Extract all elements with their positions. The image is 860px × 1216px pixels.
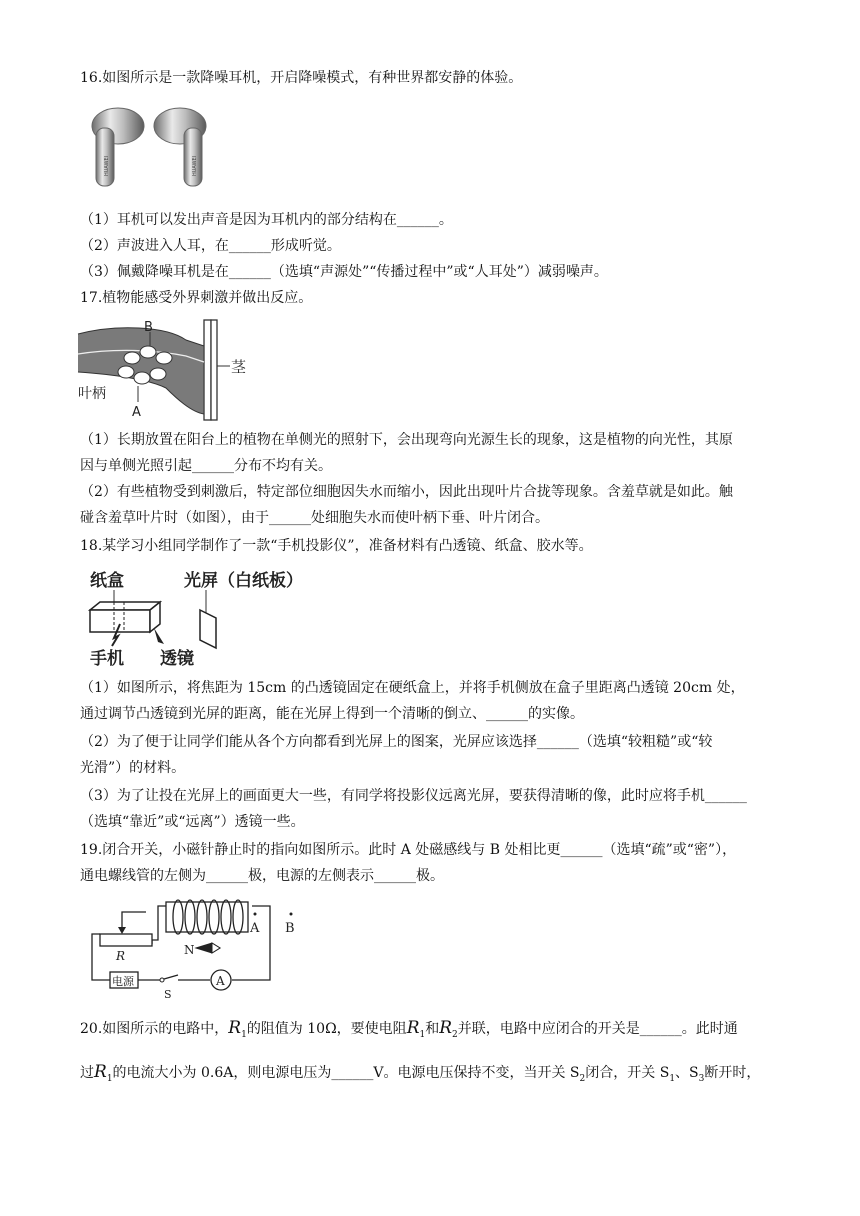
q17-stem: 17.植物能感受外界刺激并做出反应。 xyxy=(80,290,313,306)
label-point-a: A xyxy=(250,921,260,936)
q18-sub2-line1: （2）为了便于让同学们能从各个方向都看到光屏上的图案，光屏应该选择______（选填“较粗糙”或“较 xyxy=(80,734,713,750)
stem-bar-1 xyxy=(204,320,211,420)
label-r: R xyxy=(116,949,126,963)
q16-sub3: （3）佩戴降噪耳机是在______（选填“声源处”“传播过程中”或“人耳处”）减弱噪声。 xyxy=(80,264,608,280)
q16-sub2: （2）声波进入人耳，在______形成听觉。 xyxy=(80,238,341,254)
mimosa-figure xyxy=(76,316,256,422)
screen-board xyxy=(200,610,216,648)
cell xyxy=(150,368,166,380)
label-phone: 手机 xyxy=(90,649,124,669)
label-stem: 茎 xyxy=(231,358,247,376)
earbud-brand-right: HUAWEI xyxy=(192,155,198,176)
paper-box xyxy=(90,602,160,632)
q18-sub2-line2: 光滑”）的材料。 xyxy=(80,760,186,776)
label-petiole: 叶柄 xyxy=(78,386,106,402)
switch-s xyxy=(164,975,178,979)
q18-sub1-line1: （1）如图所示，将焦距为 15cm 的凸透镜固定在硬纸盒上，并将手机侧放在盒子里距离凸透镜 20cm 处， xyxy=(80,680,745,696)
q20-line2: 过$R_1$的电流大小为 0.6A，则电源电压为______V。电源电压保持不变，当开关 $S_2$闭合，开关 $S_1$、$S_3$断开时， xyxy=(80,1062,761,1084)
label-power: 电源 xyxy=(112,975,134,988)
cell xyxy=(156,352,172,364)
q16-sub1: （1）耳机可以发出声音是因为耳机内的部分结构在______。 xyxy=(80,212,453,228)
left-earbud xyxy=(92,108,144,186)
q18-stem: 18.某学习小组同学制作了一款“手机投影仪”，准备材料有凸透镜、纸盒、胶水等。 xyxy=(80,538,593,554)
label-paper-box: 纸盒 xyxy=(90,571,124,591)
right-earbud xyxy=(154,108,206,186)
label-point-b: B xyxy=(285,921,295,936)
stem-bar-2 xyxy=(211,320,217,420)
q19-line2: 通电螺线管的左侧为______极，电源的左侧表示______极。 xyxy=(80,868,444,884)
cell xyxy=(140,346,156,358)
label-switch: S xyxy=(164,988,172,1001)
q18-sub1-line2: 通过调节凸透镜到光屏的距离，能在光屏上得到一个清晰的倒立、______的实像。 xyxy=(80,706,584,722)
label-screen: 光屏（白纸板） xyxy=(184,571,303,591)
lens-arrow xyxy=(154,628,164,644)
q19-line1: 19.闭合开关，小磁针静止时的指向如图所示。此时 A 处磁感线与 B 处相比更______（选填“疏”或“密”）， xyxy=(80,842,737,858)
q17-sub2-line1: （2）有些植物受到刺激后，特定部位细胞因失水而缩小，因此出现叶片合拢等现象。含羞草就是如此。触 xyxy=(80,484,733,500)
q20-line1: 20.如图所示的电路中，$R_1$的阻值为 10Ω，要使电阻$R_1$和$R_2$并联，电路中应闭合的开关是______。此时通 xyxy=(80,1018,738,1040)
label-b: B xyxy=(144,320,153,335)
q17-sub1-line1: （1）长期放置在阳台上的植物在单侧光的照射下，会出现弯向光源生长的现象，这是植物的向光性，其原 xyxy=(80,432,733,448)
earbuds-figure xyxy=(84,104,214,190)
label-lens: 透镜 xyxy=(160,649,194,669)
label-n: N xyxy=(184,943,195,957)
rheostat xyxy=(100,934,152,946)
cell xyxy=(134,372,150,384)
q18-sub3-line1: （3）为了让投在光屏上的画面更大一些，有同学将投影仪远离光屏，要获得清晰的像，此时应将手机______ xyxy=(80,788,747,804)
earbud-brand-left: HUAWEI xyxy=(104,155,110,176)
label-ammeter: A xyxy=(216,974,225,988)
cell xyxy=(124,352,140,364)
solenoid-circuit-figure xyxy=(84,896,304,1002)
q16-stem: 16.如图所示是一款降噪耳机，开启降噪模式，有种世界都安静的体验。 xyxy=(80,70,523,86)
projector-figure xyxy=(84,566,303,670)
label-a: A xyxy=(132,405,141,420)
q17-sub1-line2: 因与单侧光照引起______分布不均有关。 xyxy=(80,458,332,474)
q18-sub3-line2: （选填“靠近”或“远离”）透镜一些。 xyxy=(80,814,305,830)
cell xyxy=(118,366,134,378)
q17-sub2-line2: 碰含羞草叶片时（如图），由于______处细胞失水而使叶柄下垂、叶片闭合。 xyxy=(80,510,549,526)
